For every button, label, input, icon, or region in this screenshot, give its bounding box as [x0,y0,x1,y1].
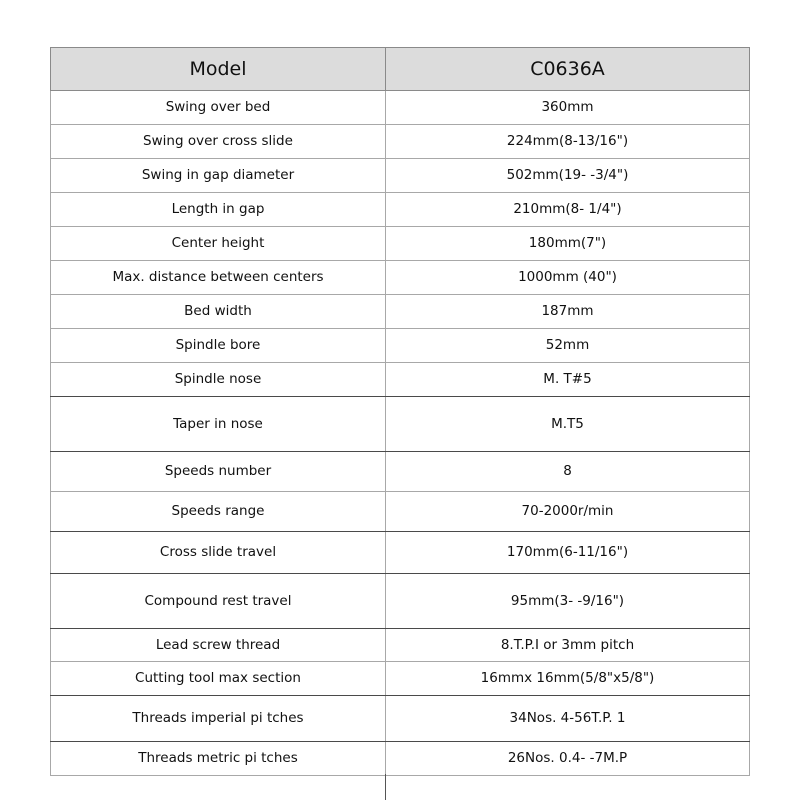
table-row [51,696,750,742]
table-row [51,125,750,159]
spec-table [50,47,750,776]
table-row [51,492,750,532]
table-header-row [51,48,750,91]
spec-label: Cutting tool max section [51,662,386,696]
spec-label: Threads metric pi tches [51,742,386,776]
table-row [51,532,750,574]
spec-label: Length in gap [51,193,386,227]
spec-value: 70-2000r/min [386,492,750,532]
table-row [51,91,750,125]
spec-value: M.T5 [386,397,750,452]
spec-label: Speeds number [51,452,386,492]
table-row [51,329,750,363]
table-row [51,574,750,629]
spec-value: 360mm [386,91,750,125]
table-row [51,452,750,492]
spec-label: Threads imperial pi tches [51,696,386,742]
header-value-cell: C0636A [386,48,750,91]
header-label-cell: Model [51,48,386,91]
spec-label: Spindle nose [51,363,386,397]
spec-value: 8.T.P.I or 3mm pitch [386,629,750,662]
table-row [51,662,750,696]
column-divider-tail [385,774,386,800]
spec-label: Center height [51,227,386,261]
table-row [51,397,750,452]
spec-value: 52mm [386,329,750,363]
spec-value: 1000mm (40") [386,261,750,295]
table-row [51,193,750,227]
spec-label: Cross slide travel [51,532,386,574]
table-row [51,227,750,261]
spec-label: Max. distance between centers [51,261,386,295]
spec-value: 224mm(8-13/16") [386,125,750,159]
table-row [51,629,750,662]
table-row [51,159,750,193]
spec-value: 16mmx 16mm(5/8"x5/8") [386,662,750,696]
spec-label: Speeds range [51,492,386,532]
spec-label: Taper in nose [51,397,386,452]
spec-label: Bed width [51,295,386,329]
table-row [51,295,750,329]
spec-value: M. T#5 [386,363,750,397]
table-row [51,363,750,397]
spec-value: 170mm(6-11/16") [386,532,750,574]
table-row [51,261,750,295]
spec-label: Swing over cross slide [51,125,386,159]
spec-label: Swing over bed [51,91,386,125]
spec-value: 187mm [386,295,750,329]
spec-value: 26Nos. 0.4- -7M.P [386,742,750,776]
spec-value: 34Nos. 4-56T.P. 1 [386,696,750,742]
spec-label: Swing in gap diameter [51,159,386,193]
spec-label: Lead screw thread [51,629,386,662]
spec-value: 95mm(3- -9/16") [386,574,750,629]
table-row [51,742,750,776]
spec-value: 8 [386,452,750,492]
spec-value: 210mm(8- 1/4") [386,193,750,227]
spec-value: 502mm(19- -3/4") [386,159,750,193]
spec-label: Compound rest travel [51,574,386,629]
spec-label: Spindle bore [51,329,386,363]
spec-value: 180mm(7") [386,227,750,261]
